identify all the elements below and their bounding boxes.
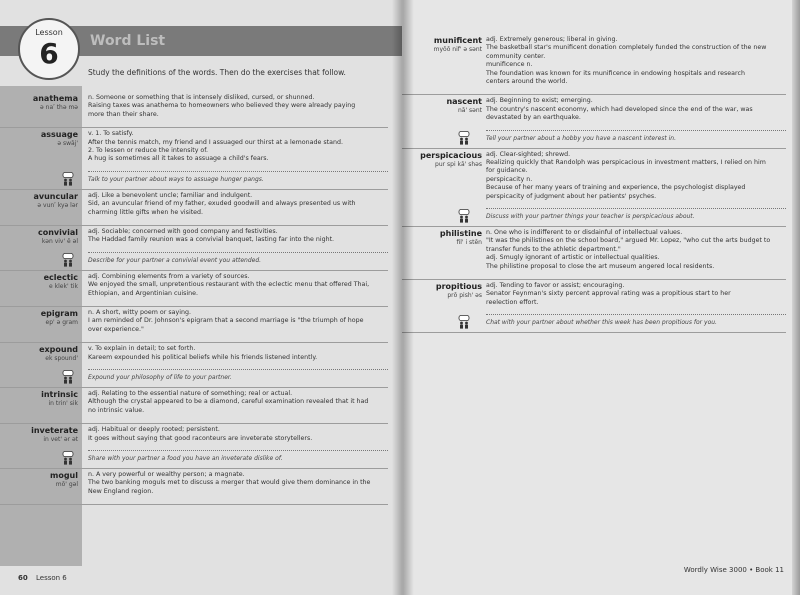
partner-talk-icon (62, 172, 74, 186)
pronunciation: ə vunʹ kyə lər (37, 201, 78, 209)
entry-divider (402, 148, 786, 149)
definition-line: charming little gifts when he visited. (88, 208, 204, 216)
definition-line: We enjoyed the small, unpretentious restaurant with the eclectic menu that offered Thai, (88, 281, 370, 289)
right-page (402, 0, 800, 595)
definition-line: adj. Habitual or deeply rooted; persistent. (88, 426, 220, 434)
headword: anathema (32, 94, 78, 103)
dotted-divider (486, 314, 786, 315)
definition-line: The Haddad family reunion was a convivial banquet, lasting far into the night. (88, 236, 335, 244)
entry-divider (0, 387, 388, 388)
definition-line: community center. (486, 52, 546, 60)
definition-line: adj. Clear-sighted; shrewd. (486, 150, 571, 158)
dotted-divider (88, 369, 388, 370)
footer-label: Lesson 6 (35, 574, 67, 582)
pronunciation: kən viv' ē əl (41, 238, 78, 245)
definition-line: v. 1. To satisfy. (88, 130, 134, 138)
book-gutter (392, 0, 414, 595)
dotted-divider (486, 130, 786, 131)
definition-line: perspicacity of judgment about her patients' psyches. (486, 192, 657, 200)
definition-line: over experience." (88, 325, 144, 333)
partner-prompt: Discuss with your partner things your teacher is perspicacious about. (486, 212, 695, 220)
dotted-divider (88, 252, 388, 253)
entry-divider (0, 127, 388, 128)
definition-line: Realizing quickly that Randolph was perspicacious in investment matters, I relied on him (486, 159, 766, 166)
pronunciation: ep' ə gram (45, 319, 78, 326)
definition-line: "It was the philistines on the school board," argued Mr. Lopez, "who cut the arts budget to (486, 237, 771, 245)
definition-line: for guidance. (486, 167, 528, 175)
partner-prompt: Talk to your partner about ways to assuage hunger pangs. (88, 175, 264, 183)
pronunciation: pur spi kā' shəs (435, 160, 482, 168)
page-number: 60 (18, 574, 28, 582)
pronunciation: nā' sənt (457, 107, 482, 115)
entry-divider (0, 468, 388, 469)
definition-line: The basketball star's munificent donation completely funded the construction of the new (486, 44, 767, 52)
entry-divider (0, 504, 388, 505)
definition (88, 390, 388, 415)
definition-line: Raising taxes was anathema to homeowners who believed they were already paying (88, 102, 356, 110)
partner-prompt: Chat with your partner about whether this week has been propitious for you. (486, 319, 717, 327)
definition-line: The two banking moguls met to discuss a merger that would give them dominance in the (88, 479, 371, 487)
lesson-number: 6 (39, 37, 59, 70)
book-title: Wordly Wise 3000 • Book 11 (683, 566, 784, 574)
partner-talk-icon (458, 209, 470, 223)
headword: inveterate (31, 426, 78, 436)
page-footer-right (684, 566, 784, 574)
instructions: Study the definitions of the words. Then do the exercises that follow. (88, 68, 346, 77)
definition-line: reelection effort. (486, 298, 539, 306)
headword: munificent (433, 36, 482, 45)
definition (88, 345, 388, 362)
partner-talk-icon (458, 315, 470, 329)
pronunciation: prō pish' əs (447, 292, 482, 299)
definition (88, 94, 388, 119)
headword: perspicacious (420, 150, 482, 160)
dotted-divider (88, 450, 388, 451)
page-edge (792, 0, 800, 595)
definition-line: centers around the world. (486, 78, 568, 86)
dotted-divider (88, 171, 388, 172)
definition-line: n. A short, witty poem or saying. (88, 309, 191, 316)
entry-divider (402, 332, 786, 333)
partner-prompt: Share with your partner a food you have an inveterate dislike of. (88, 454, 283, 462)
headword: intrinsic (41, 390, 78, 399)
headword: philistine (439, 229, 482, 238)
pronunciation: mō' gəl (55, 481, 78, 488)
definition-line: adj. Like a benevolent uncle; familiar and indulgent. (88, 191, 253, 199)
pronunciation: in vet' ər ət (43, 436, 78, 444)
partner-prompt: Tell your partner about a hobby you have a nascent interest in. (486, 134, 677, 142)
definition-line: n. Someone or something that is intensely disliked, cursed, or shunned. (88, 94, 315, 101)
pronunciation: ə naʹ thə mə (40, 104, 78, 111)
definition-line: adj. Smugly ignorant of artistic or intellectual qualities. (486, 254, 660, 262)
pronunciation: fil' i stēn (456, 239, 482, 246)
definition-line: A hug is sometimes all it takes to assuage a child's fears. (88, 155, 269, 163)
definition (486, 282, 786, 307)
definition (486, 229, 786, 271)
entry-divider (0, 306, 388, 307)
definition (88, 273, 388, 298)
headword: eclectic (43, 272, 78, 282)
definition-line: Senator Feynman's sixty percent approval rating was a propitious start to her (486, 290, 731, 298)
partner-prompt: Expound your philosophy of life to your partner. (88, 373, 232, 381)
partner-talk-icon (62, 253, 74, 267)
entry-divider (0, 270, 388, 271)
definition-line: The foundation was known for its munificence in endowing hospitals and research (486, 69, 745, 77)
definition (88, 471, 388, 496)
definition (486, 97, 786, 122)
definition (88, 228, 388, 245)
definition (88, 192, 388, 217)
pronunciation: ek spound' (45, 355, 78, 363)
definition-line: After the tennis match, my friend and I assuaged our thirst at a lemonade stand. (88, 138, 343, 146)
headword: epigram (40, 309, 78, 318)
headword: convivial (38, 228, 78, 237)
headword: mogul (50, 471, 78, 480)
definition-line: adj. Combining elements from a variety of sources. (88, 272, 250, 280)
definition-line: Although the crystal appeared to be a diamond, careful examination revealed that it had (88, 398, 369, 406)
definition-line: munificence n. (486, 61, 533, 69)
entry-divider (0, 342, 388, 343)
definition-line: The country's nascent economy, which had developed since the end of the war, was (486, 105, 753, 113)
definition (486, 36, 786, 86)
definition-line: Because of her many years of training and experience, the psychologist displayed (486, 184, 746, 192)
definition (88, 426, 388, 443)
definition-line: n. One who is indifferent to or disdainful of intellectual values. (486, 229, 683, 236)
definition-line: I am reminded of Dr. Johnson's epigram that a second marriage is "the triumph of hope (88, 317, 364, 325)
headword: propitious (435, 282, 482, 291)
entry-divider (0, 423, 388, 424)
definition (88, 130, 388, 164)
pronunciation: myōō nif' ə sənt (433, 46, 482, 53)
definition-line: transfer funds to the athletic department." (486, 245, 621, 253)
definition-line: adj. Relating to the essential nature of something; real or actual. (88, 390, 293, 397)
page-footer (18, 574, 67, 582)
partner-talk-icon (458, 131, 470, 145)
entry-divider (0, 189, 388, 190)
definition-line: adj. Tending to favor or assist; encouraging. (486, 282, 625, 289)
entry-divider (402, 226, 786, 227)
pronunciation: in trin' sik (48, 400, 78, 407)
definition-line: New England region. (88, 487, 154, 495)
pronunciation: e klek' tik (49, 282, 78, 290)
headword: expound (39, 345, 78, 355)
headword: assuage (40, 130, 78, 140)
entry-divider (402, 279, 786, 280)
definition-line: perspicacity n. (486, 175, 533, 183)
lesson-label: Lesson (35, 28, 63, 37)
definition-line: no intrinsic value. (88, 406, 145, 414)
definition (88, 309, 388, 334)
pronunciation: ə swāj' (57, 140, 78, 148)
definition-line: 2. To lessen or reduce the intensity of. (88, 147, 209, 154)
partner-talk-icon (62, 451, 74, 465)
headword: avuncular (33, 191, 78, 201)
definition-line: adj. Beginning to exist; emerging. (486, 97, 593, 105)
definition-line: Sid, an avuncular friend of my father, exuded goodwill and always presented us with (88, 200, 356, 208)
dotted-divider (486, 208, 786, 209)
definition-line: v. To explain in detail; to set forth. (88, 345, 196, 353)
partner-prompt: Describe for your partner a convivial event you attended. (88, 256, 262, 264)
headword: nascent (446, 97, 482, 107)
definition-line: Kareem expounded his political beliefs while his friends listened intently. (88, 353, 318, 361)
headword-column (0, 86, 82, 566)
entry-divider (402, 94, 786, 95)
definition-line: devastated by an earthquake. (486, 114, 581, 122)
definition-line: The philistine proposal to close the art museum angered local residents. (486, 262, 715, 270)
definition-line: Ethiopian, and Argentinian cuisine. (88, 289, 199, 297)
definition-line: adj. Sociable; concerned with good company and festivities. (88, 228, 278, 235)
definition-line: It goes without saying that good raconteurs are inveterate storytellers. (88, 434, 313, 442)
definition-line: n. A very powerful or wealthy person; a magnate. (88, 471, 245, 478)
page-title: Word List (90, 33, 166, 49)
definition-line: adj. Extremely generous; liberal in giving. (486, 36, 618, 43)
entry-divider (0, 225, 388, 226)
lesson-badge (18, 18, 80, 80)
partner-talk-icon (62, 370, 74, 384)
definition (486, 151, 786, 201)
definition-line: more than their share. (88, 110, 159, 118)
